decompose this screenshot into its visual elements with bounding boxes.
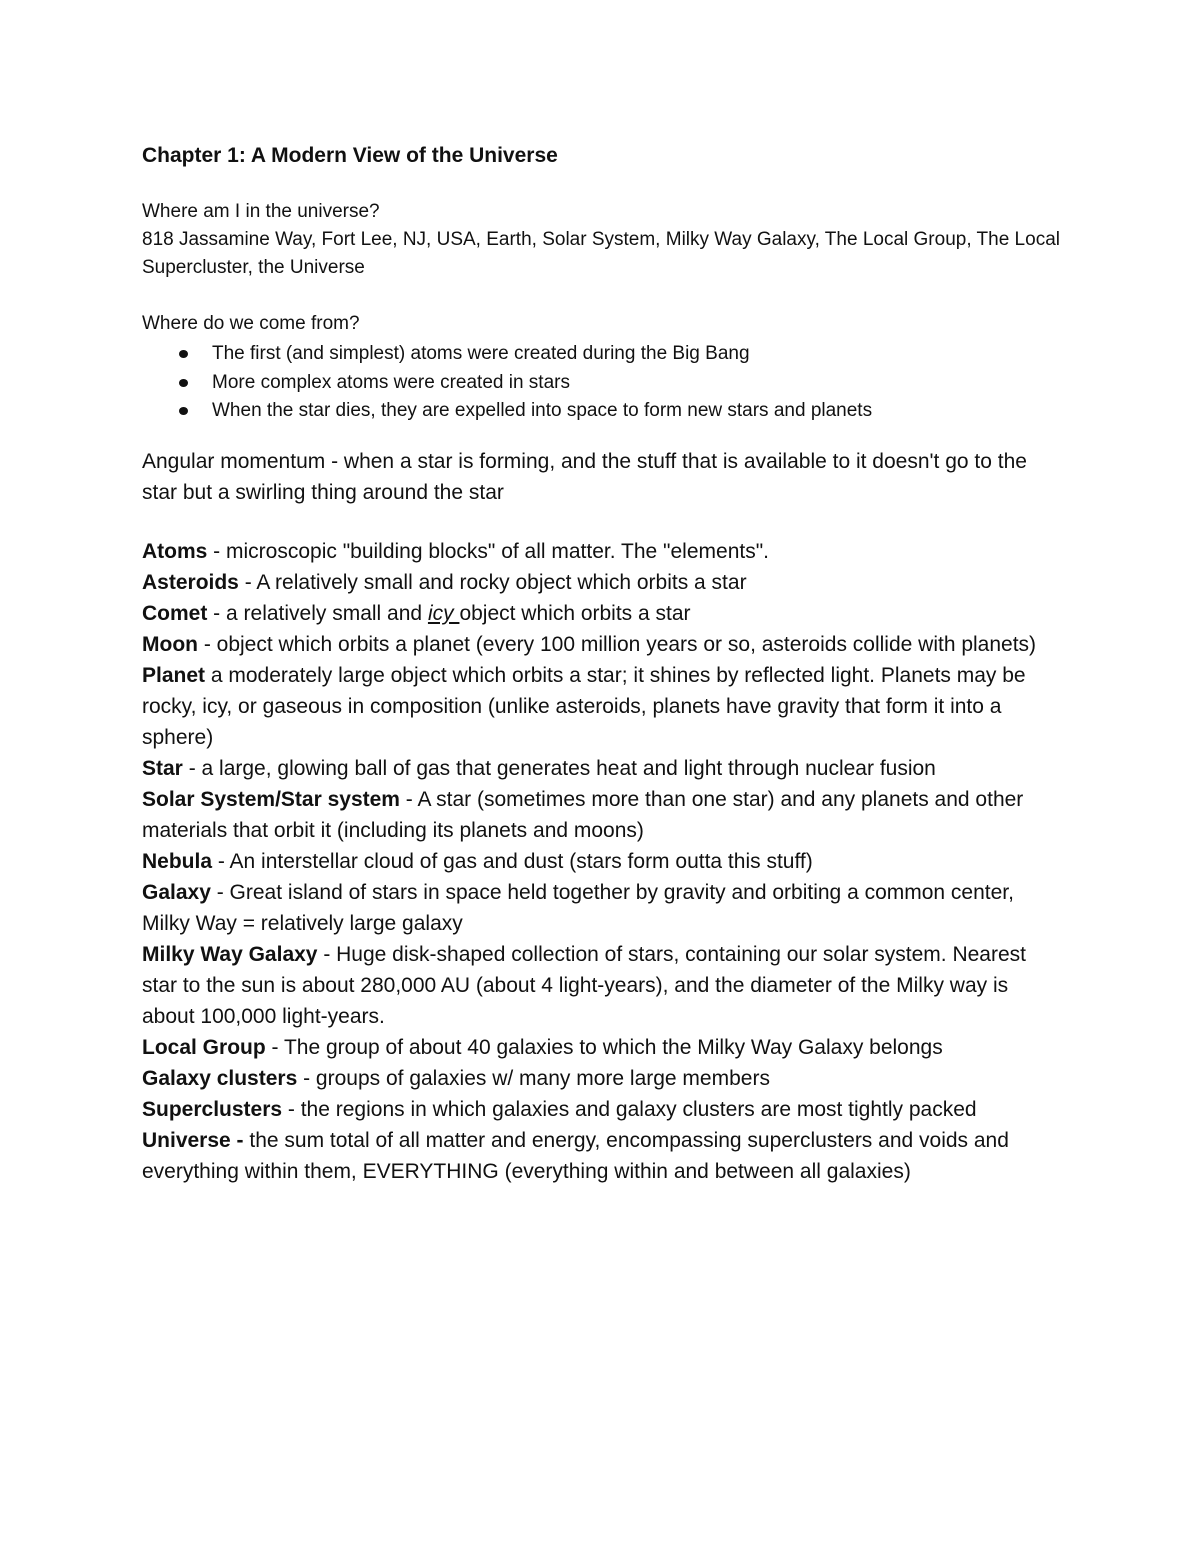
bullet-icon [179, 350, 188, 358]
list-item [142, 397, 1062, 426]
definition-text: - microscopic "building blocks" of all matter. The "elements". [207, 539, 770, 563]
where-am-i-answer: 818 Jassamine Way, Fort Lee, NJ, USA, Earth, Solar System, Milky Way Galaxy, The Local Group, The Local Supercluster, the Universe [142, 229, 1060, 278]
list-item-text: More complex atoms were created in stars [212, 371, 570, 393]
bullet-icon [179, 407, 188, 415]
definition-milky-way [142, 939, 1062, 1032]
definition-term: Star [142, 756, 183, 780]
definition-solar-system [142, 784, 1062, 846]
definition-term: Asteroids [142, 570, 239, 594]
definition-term: Galaxy clusters [142, 1066, 298, 1090]
definition-text: - A star (sometimes more than one star) and any planets and other materials that orbit it (including its planets and moons) [142, 787, 1024, 842]
list-item-text: The first (and simplest) atoms were created during the Big Bang [212, 343, 750, 364]
definition-term: Galaxy [142, 880, 211, 904]
definition-emphasis: icy [427, 601, 460, 625]
definition-term: Nebula [142, 849, 213, 873]
definition-galaxy [142, 877, 1062, 939]
list-item-text: When the star dies, they are expelled into space to form new stars and planets [212, 400, 873, 421]
definition-moon [142, 629, 1062, 660]
definition-term: Universe - [142, 1128, 244, 1152]
definition-superclusters [142, 1094, 1062, 1125]
definitions-list [142, 536, 1062, 1187]
definition-text: - the regions in which galaxies and galaxy clusters are most tightly packed [282, 1097, 977, 1121]
definition-term: Moon [142, 632, 198, 656]
definition-planet [142, 660, 1062, 753]
document-page [142, 140, 1062, 1187]
definition-text: - groups of galaxies w/ many more large members [297, 1066, 770, 1090]
definition-term: Superclusters [142, 1097, 283, 1121]
definition-atoms [142, 536, 1062, 567]
definition-text: object which orbits a star [459, 601, 691, 625]
definition-galaxy-clusters [142, 1063, 1062, 1094]
definition-comet [142, 598, 1062, 629]
definition-text: - a relatively small and [207, 601, 428, 625]
definition-term: Planet [142, 663, 206, 687]
definition-star [142, 753, 1062, 784]
definition-term: Milky Way Galaxy [142, 942, 318, 966]
list-item [142, 369, 1062, 398]
definition-nebula [142, 846, 1062, 877]
definition-text: a moderately large object which orbits a star; it shines by reflected light. Planets may be rocky, icy, or gaseous in composition (unlike asteroids, planets have gravity that form it into a sphere) [142, 663, 1026, 749]
where-am-i-question: Where am I in the universe? [142, 201, 380, 222]
definition-asteroids [142, 567, 1062, 598]
definition-local-group [142, 1032, 1062, 1063]
definition-text: - A relatively small and rocky object which orbits a star [238, 570, 747, 594]
where-from-list [142, 340, 1062, 426]
definition-term: Atoms [142, 539, 208, 563]
definition-text: - The group of about 40 galaxies to which the Milky Way Galaxy belongs [265, 1035, 943, 1059]
definition-text: the sum total of all matter and energy, encompassing superclusters and voids and everything within them, EVERYTHING (everything within and between all galaxies) [142, 1128, 1009, 1183]
definition-universe [142, 1125, 1062, 1187]
definition-text: - a large, glowing ball of gas that generates heat and light through nuclear fusion [182, 756, 936, 780]
chapter-title: Chapter 1: A Modern View of the Universe [142, 144, 558, 167]
definition-term: Local Group [142, 1035, 266, 1059]
where-from-question: Where do we come from? [142, 313, 360, 334]
definition-text: - Great island of stars in space held together by gravity and orbiting a common center, Milky Way = relatively large galaxy [142, 880, 1014, 935]
list-item [142, 340, 1062, 369]
definition-text: - An interstellar cloud of gas and dust (stars form outta this stuff) [212, 849, 813, 873]
definition-text: - object which orbits a planet (every 100 million years or so, asteroids collide with planets) [197, 632, 1037, 656]
bullet-icon [179, 379, 188, 387]
definition-text: - Huge disk-shaped collection of stars, containing our solar system. Nearest star to the sun is about 280,000 AU (about 4 light-years), and the diameter of the Milky way is about 100,000 light-years. [142, 942, 1026, 1028]
angular-momentum-paragraph: Angular momentum - when a star is forming, and the stuff that is available to it doesn't go to the star but a swirling thing around the star [142, 449, 1027, 504]
definition-term: Comet [142, 601, 208, 625]
definition-term: Solar System/Star system [142, 787, 400, 811]
